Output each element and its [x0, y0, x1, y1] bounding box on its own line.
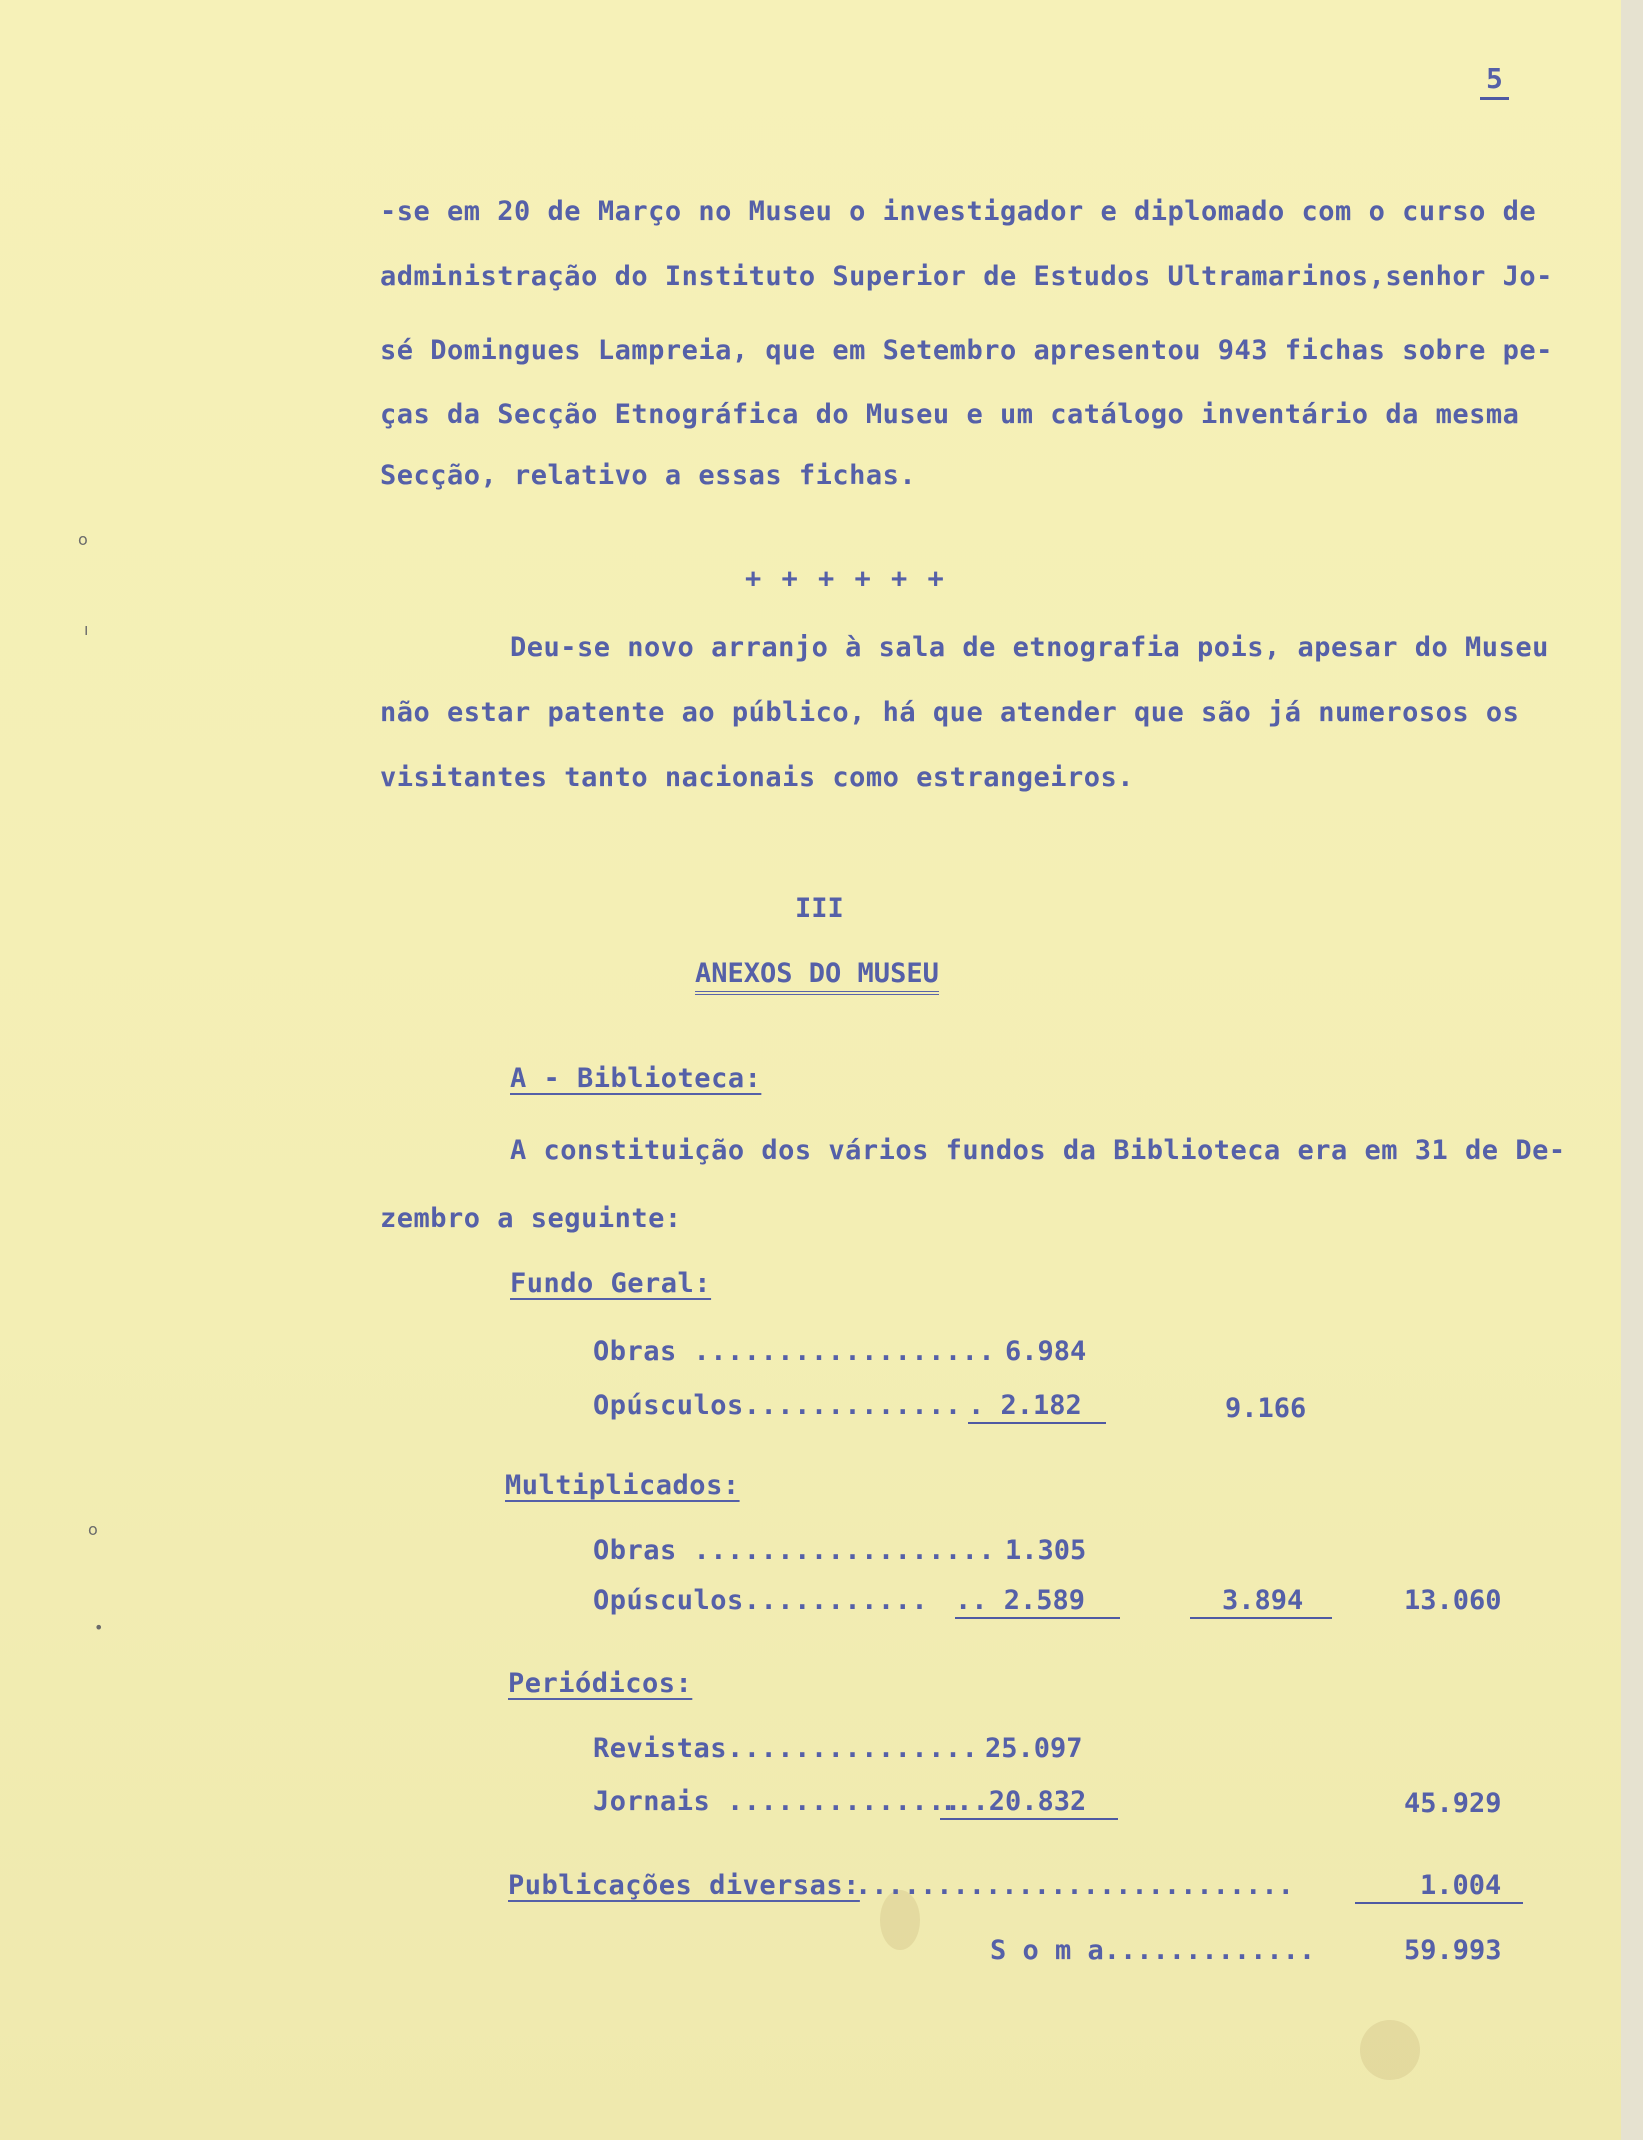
periodicos-total: 45.929	[1404, 1788, 1502, 1819]
multiplicados-subtotal-rule	[1190, 1617, 1332, 1619]
soma-value: 59.993	[1404, 1935, 1502, 1966]
multiplicados-sum-rule	[955, 1617, 1120, 1619]
section-number: III	[795, 893, 844, 924]
soma-label: S o m a.............	[990, 1935, 1316, 1966]
fundo-geral-opusculos-value: . 2.182	[968, 1390, 1082, 1421]
publicacoes-value: 1.004	[1420, 1870, 1502, 1901]
subsection-heading: A - Biblioteca:	[510, 1063, 762, 1094]
punch-hole-mark: o	[78, 530, 88, 549]
fundo-geral-obras-value: 6.984	[1005, 1336, 1087, 1367]
publicacoes-dots: ...........................	[855, 1870, 1294, 1901]
intro-line: zembro a seguinte:	[380, 1203, 682, 1234]
paragraph1-line: Secção, relativo a essas fichas.	[380, 460, 917, 491]
page-number: 5	[1480, 62, 1509, 100]
fundo-geral-heading: Fundo Geral:	[510, 1268, 712, 1299]
punch-hole-mark: •	[94, 1618, 104, 1637]
paragraph1-line: sé Domingues Lampreia, que em Setembro apresentou 943 fichas sobre pe-	[380, 335, 1553, 366]
section-title: ANEXOS DO MUSEU	[695, 958, 939, 995]
multiplicados-obras-value: 1.305	[1005, 1535, 1087, 1566]
multiplicados-subtotal: 3.894	[1222, 1585, 1304, 1616]
multiplicados-opusculos-value: .. 2.589	[955, 1585, 1086, 1616]
multiplicados-obras-label: Obras ..................	[593, 1535, 996, 1566]
fundo-geral-opusculos-label: Opúsculos.............	[593, 1390, 962, 1421]
multiplicados-opusculos-label: Opúsculos...........	[593, 1585, 929, 1616]
fundo-geral-obras-label: Obras ..................	[593, 1336, 996, 1367]
periodicos-heading: Periódicos:	[508, 1668, 693, 1699]
paper-stain	[1360, 2020, 1420, 2080]
periodicos-jornais-label: Jornais ..............	[593, 1786, 962, 1817]
publicacoes-label: Publicações diversas:	[508, 1870, 860, 1901]
section-separator: + + + + + +	[745, 563, 946, 594]
fundo-geral-sum-rule	[968, 1422, 1106, 1424]
periodicos-sum-rule	[940, 1818, 1118, 1820]
fundo-geral-subtotal: 9.166	[1225, 1393, 1307, 1424]
periodicos-revistas-label: Revistas...............	[593, 1733, 979, 1764]
page-edge	[1621, 0, 1643, 2140]
periodicos-jornais-value: ...20.832	[940, 1786, 1087, 1817]
paragraph1-line: -se em 20 de Março no Museu o investigador e diplomado com o curso de	[380, 196, 1537, 227]
paragraph1-line: ças da Secção Etnográfica do Museu e um catálogo inventário da mesma	[380, 399, 1520, 430]
paragraph2-line: Deu-se novo arranjo à sala de etnografia pois, apesar do Museu	[510, 632, 1549, 663]
publicacoes-sum-rule	[1355, 1902, 1523, 1904]
paragraph2-line: não estar patente ao público, há que atender que são já numerosos os	[380, 697, 1520, 728]
multiplicados-total: 13.060	[1404, 1585, 1502, 1616]
intro-line: A constituição dos vários fundos da Biblioteca era em 31 de De-	[510, 1135, 1566, 1166]
multiplicados-heading: Multiplicados:	[505, 1470, 740, 1501]
paragraph1-line: administração do Instituto Superior de Estudos Ultramarinos,senhor Jo-	[380, 261, 1553, 292]
punch-hole-mark: o	[88, 1520, 98, 1539]
periodicos-revistas-value: 25.097	[985, 1733, 1083, 1764]
punch-hole-mark: ı	[84, 620, 89, 639]
paragraph2-line: visitantes tanto nacionais como estrangeiros.	[380, 762, 1134, 793]
